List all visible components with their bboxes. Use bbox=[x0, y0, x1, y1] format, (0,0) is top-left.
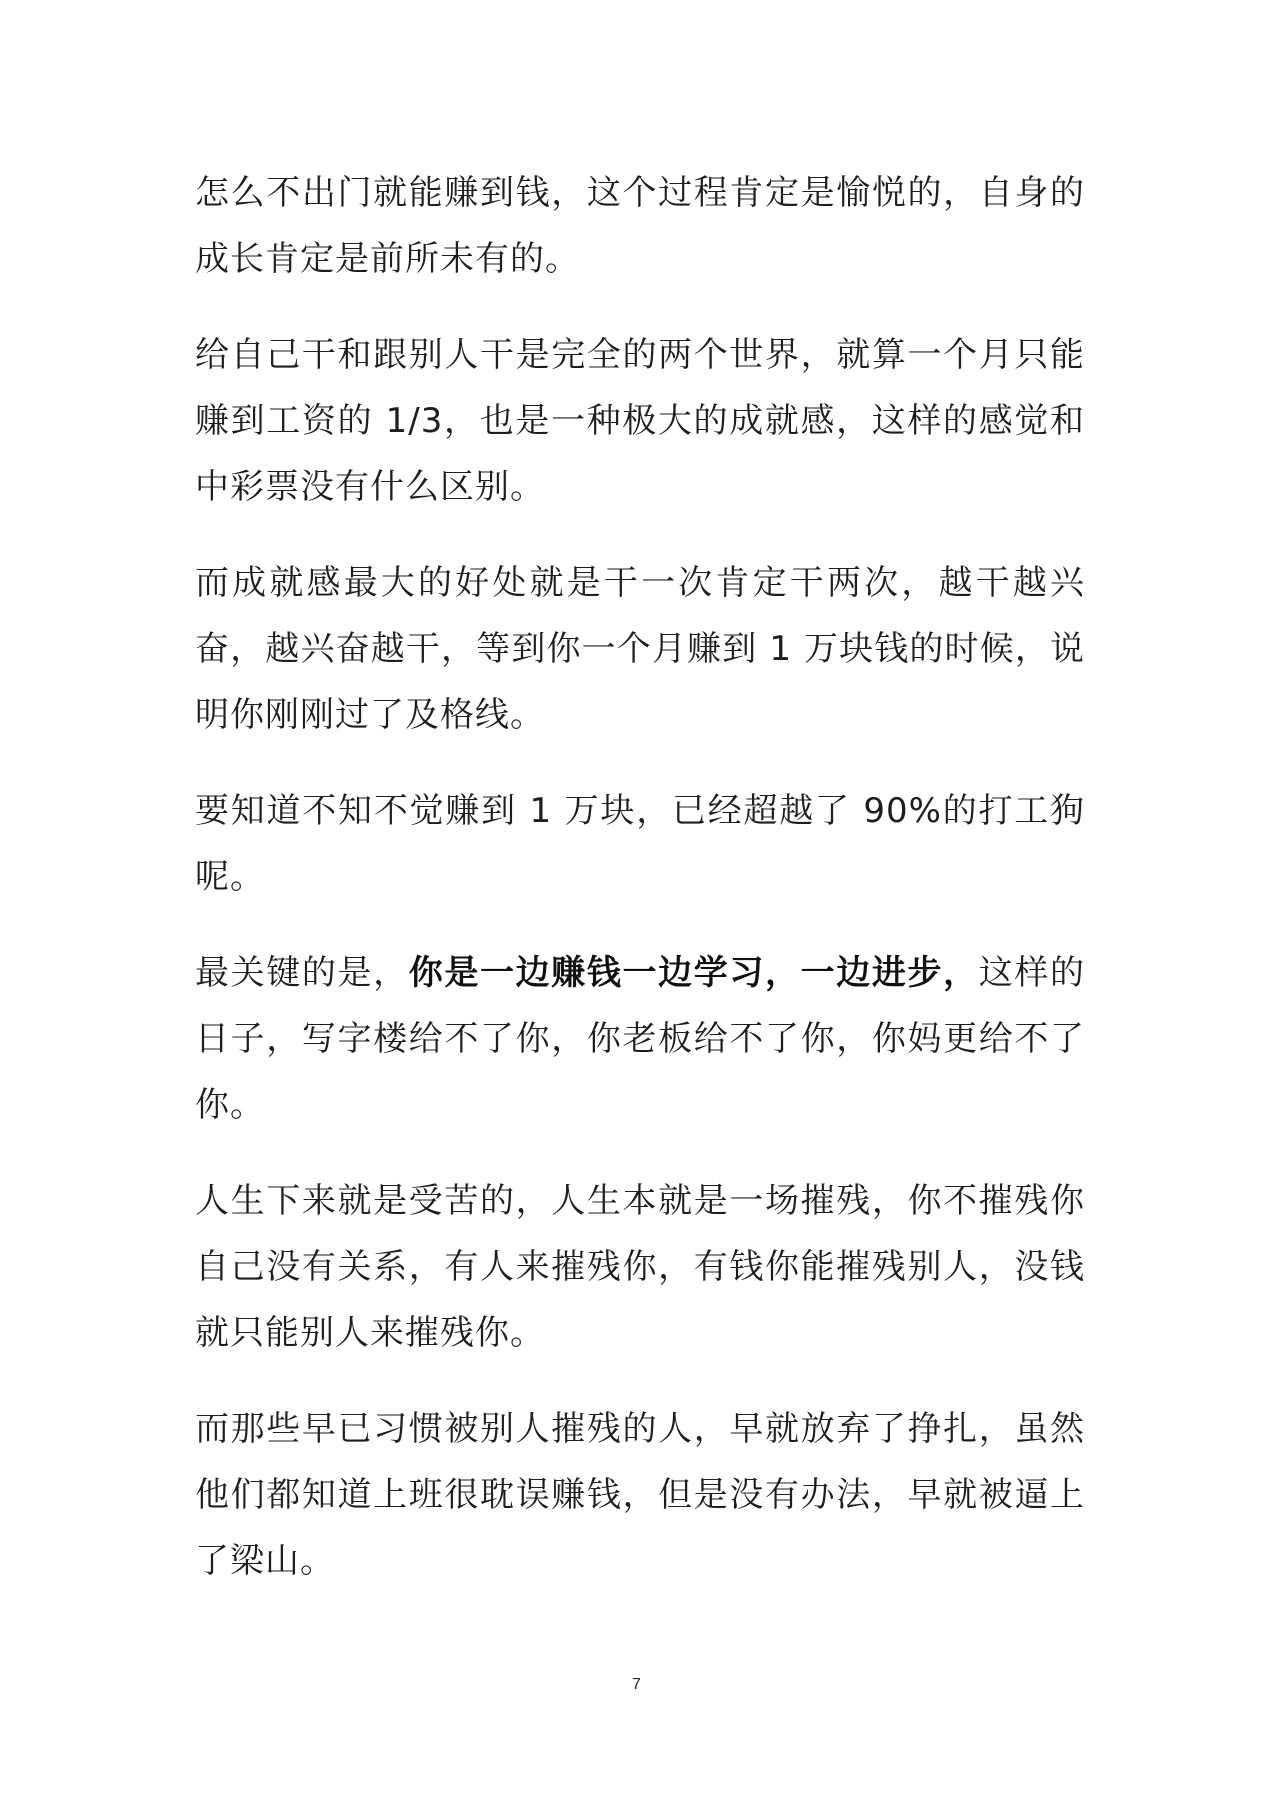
paragraph-5-lead: 最关键的是， bbox=[195, 953, 409, 993]
page-number: 7 bbox=[632, 1676, 641, 1693]
paragraph-5-bold-emphasis: 你是一边赚钱一边学习，一边进步， bbox=[408, 953, 979, 993]
paragraph-2: 给自己干和跟别人干是完全的两个世界，就算一个月只能赚到工资的 1/3，也是一种极大的成就感，这样的感觉和中彩票没有什么区别。 bbox=[195, 335, 1085, 507]
paragraph-1: 怎么不出门就能赚到钱，这个过程肯定是愉悦的，自身的成长肯定是前所未有的。 bbox=[195, 173, 1085, 279]
paragraph-3: 而成就感最大的好处就是干一次肯定干两次，越干越兴奋，越兴奋越干，等到你一个月赚到 1 万块钱的时候，说明你刚刚过了及格线。 bbox=[195, 563, 1085, 735]
paragraph-4: 要知道不知不觉赚到 1 万块，已经超越了 90%的打工狗呢。 bbox=[195, 791, 1085, 897]
paragraph-6: 人生下来就是受苦的，人生本就是一场摧残，你不摧残你自己没有关系，有人来摧残你，有钱你能摧残别人，没钱就只能别人来摧残你。 bbox=[195, 1181, 1085, 1353]
paragraph-5 bbox=[195, 940, 1085, 1138]
document-body bbox=[195, 160, 1085, 1624]
paragraph-5-tail: 这样的日子，写字楼给不了你，你老板给不了你，你妈更给不了你。 bbox=[195, 953, 1085, 1125]
paragraph-7: 而那些早已习惯被别人摧残的人，早就放弃了挣扎，虽然他们都知道上班很耽误赚钱，但是没有办法，早就被逼上了梁山。 bbox=[195, 1409, 1085, 1581]
